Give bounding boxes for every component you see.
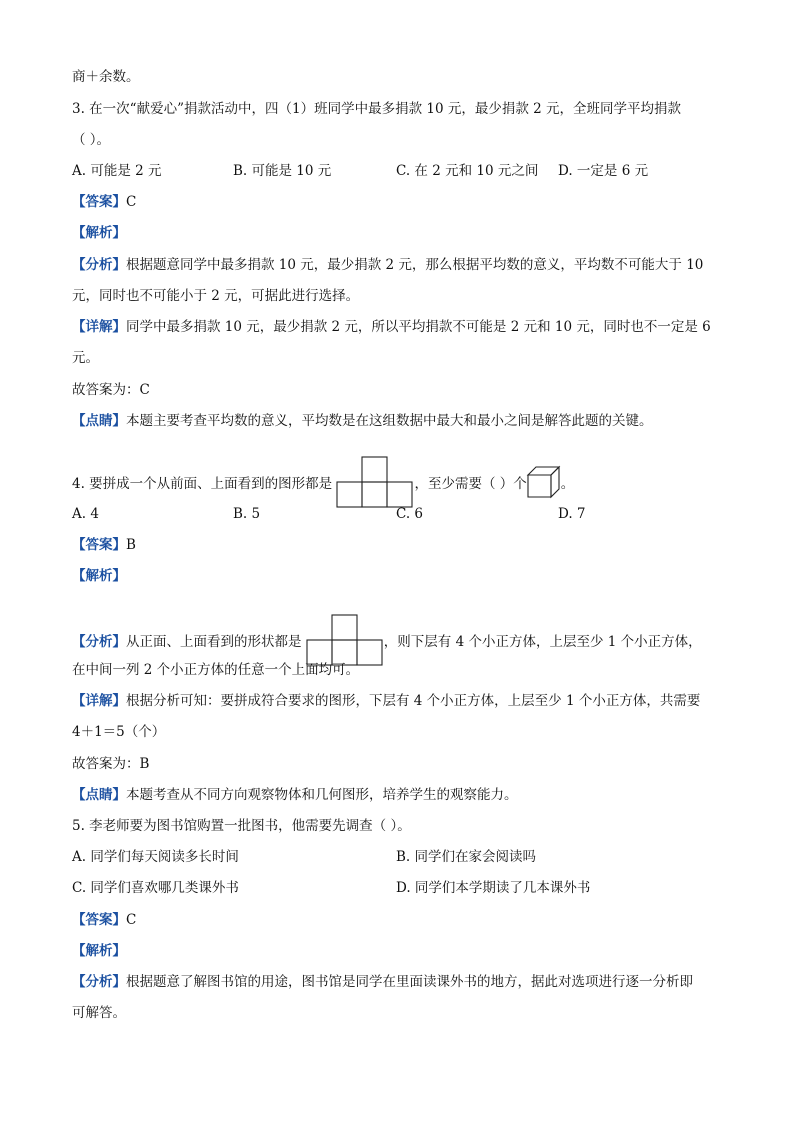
question-4-option-d: D. 7 [558,506,586,522]
analysis-text-post: ，则下层有 4 个小正方体，上层至少 1 个小正方体， [383,634,702,650]
question-4-final-answer: 故答案为：B [72,756,150,772]
question-4-comment [72,786,518,804]
question-3-analysis-cont: 元，同时也不可能小于 2 元，可据此进行选择。 [72,288,360,304]
question-4-option-a: A. 4 [72,506,99,522]
question-4-option-b: B. 5 [233,506,261,522]
answer-value: C [126,912,137,928]
question-3-answer [72,193,136,211]
cube-icon [527,466,561,503]
answer-value: C [126,194,137,210]
question-5-option-a: A. 同学们每天阅读多长时间 [72,849,239,865]
analysis-tag: 【分析】 [72,257,126,273]
question-3-option-c: C. 在 2 元和 10 元之间 [396,163,539,179]
question-5-stem: 5. 李老师要为图书馆购置一批图书，他需要先调查（ ）。 [72,818,411,834]
analysis-tag: 【分析】 [72,634,126,650]
question-3-option-a: A. 可能是 2 元 [72,163,162,179]
question-4-detail-cont: 4＋1＝5（个） [72,724,166,740]
detail-text: 根据分析可知：要拼成符合要求的图形，下层有 4 个小正方体，上层至少 1 个小正方体，共需要 [126,693,701,709]
question-4-jiexi-tag: 【解析】 [72,568,126,584]
question-4-detail [72,692,700,710]
detail-tag: 【详解】 [72,319,126,335]
question-5-answer [72,911,136,929]
question-3-comment [72,412,653,430]
detail-text: 同学中最多捐款 10 元，最少捐款 2 元，所以平均捐款不可能是 2 元和 10 元，同时也不一定是 6 [126,319,711,335]
question-3-analysis [72,256,703,274]
question-4-stem-mid: ，至少需要（ ）个 [414,476,527,492]
detail-tag: 【详解】 [72,693,126,709]
comment-text: 本题考查从不同方向观察物体和几何图形，培养学生的观察能力。 [126,787,518,803]
question-3-stem: 3. 在一次“献爱心”捐款活动中，四（1）班同学中最多捐款 10 元，最少捐款 2 元，全班同学平均捐款 [72,101,681,117]
question-3-detail-cont: 元。 [72,350,99,366]
question-5-option-d: D. 同学们本学期读了几本课外书 [396,880,591,896]
question-5-analysis [72,973,693,991]
analysis-text-pre: 从正面、上面看到的形状都是 [126,634,302,650]
comment-tag: 【点睛】 [72,787,126,803]
analysis-text: 根据题意同学中最多捐款 10 元，最少捐款 2 元，那么根据平均数的意义，平均数不可能大于 10 [126,257,704,273]
question-4-stem [72,456,574,513]
question-4-answer [72,536,136,554]
question-5-option-c: C. 同学们喜欢哪几类课外书 [72,880,239,896]
question-3-jiexi-tag: 【解析】 [72,225,126,241]
question-4-analysis-cont: 在中间一列 2 个小正方体的任意一个上面均可。 [72,662,360,678]
answer-tag: 【答案】 [72,537,126,553]
question-4-stem-end: 。 [560,476,575,492]
question-3-detail [72,318,711,336]
question-4-stem-pre: 4. 要拼成一个从前面、上面看到的图形都是 [72,476,333,492]
analysis-tag: 【分析】 [72,974,126,990]
question-3-final-answer: 故答案为：C [72,382,150,398]
question-3-option-d: D. 一定是 6 元 [558,163,649,179]
question-5-analysis-cont: 可解答。 [72,1005,126,1021]
answer-tag: 【答案】 [72,194,126,210]
question-3-option-b: B. 可能是 10 元 [233,163,332,179]
answer-value: B [126,537,136,553]
question-5-jiexi-tag: 【解析】 [72,943,126,959]
analysis-text: 根据题意了解图书馆的用途，图书馆是同学在里面读课外书的地方，据此对选项进行逐一分析即 [126,974,693,990]
text-line: 商＋余数。 [72,69,140,85]
question-5-option-b: B. 同学们在家会阅读吗 [396,849,537,865]
question-4-option-c: C. 6 [396,506,424,522]
comment-text: 本题主要考查平均数的意义，平均数是在这组数据中最大和最小之间是解答此题的关键。 [126,413,653,429]
comment-tag: 【点睛】 [72,413,126,429]
answer-tag: 【答案】 [72,912,126,928]
question-3-stem-cont: （ ）。 [72,132,111,148]
